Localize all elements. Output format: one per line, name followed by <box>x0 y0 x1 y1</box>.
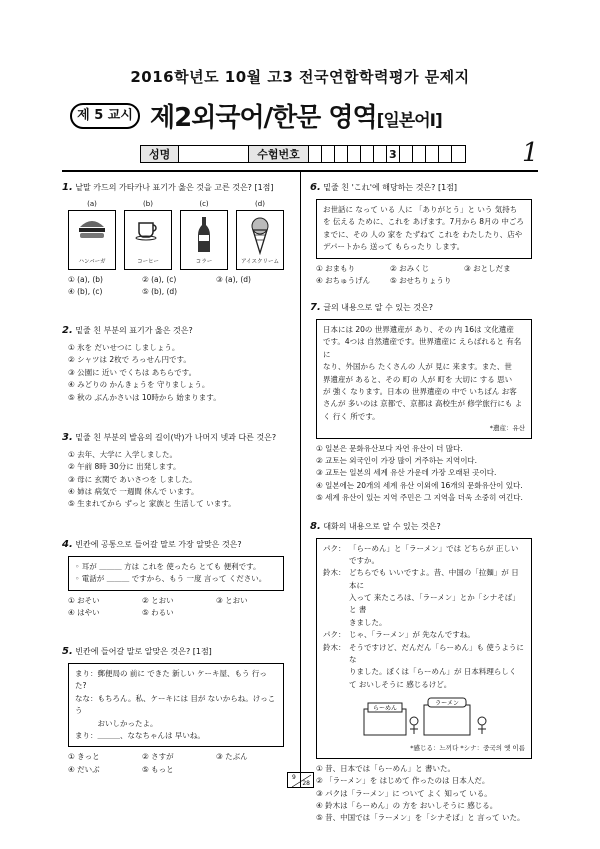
speaker <box>323 666 349 678</box>
id-cell <box>426 146 439 162</box>
q4-number: 4. <box>62 538 73 550</box>
box-line: デパートから 送って もらったり します。 <box>323 242 465 252</box>
speaker: 鈴木： <box>323 568 346 578</box>
option[interactable]: ② 午前 8時 30分に 出発します。 <box>68 462 181 472</box>
card-caption: コーヒー <box>137 259 159 266</box>
question-2 <box>62 323 290 404</box>
option[interactable]: ② 「ラーメン」を はじめて 作ったのは 日本人だ。 <box>316 776 490 786</box>
q2-text: 밑줄 친 부분의 표기가 옳은 것은? <box>75 326 193 335</box>
box-line: です。4つは 自然遺産です。世界遺産に えらばれると 有名に <box>323 337 522 359</box>
option[interactable]: ④ (b), (c) <box>68 286 103 296</box>
card-caption: コラー <box>195 259 213 266</box>
option[interactable]: ④ 姉は 病気で 一週間 休んで います。 <box>68 487 199 496</box>
q7-box <box>316 319 532 439</box>
option[interactable]: ② とおい <box>142 595 174 605</box>
option[interactable]: ⑤ 세계 유산이 있는 지역 주민은 그 지역을 더욱 소중히 여긴다. <box>316 493 523 503</box>
card-b <box>124 199 172 270</box>
option[interactable]: ① きっと <box>68 752 100 762</box>
q1-options <box>68 274 290 298</box>
q4-box <box>68 556 284 591</box>
speaker: 鈴木： <box>323 642 346 652</box>
dialog-line: きました。 <box>349 617 387 627</box>
id-label: 수험번호 <box>249 146 309 162</box>
name-label: 성명 <box>141 146 179 162</box>
q5-number: 5. <box>62 646 73 657</box>
q3-number: 3. <box>62 431 73 443</box>
q6-number: 6. <box>310 182 321 193</box>
page-total: 28 <box>302 780 310 787</box>
q5-box <box>68 663 284 747</box>
card-label: (a) <box>87 200 97 208</box>
left-column <box>62 180 290 779</box>
dialog-line: じゃ、「ラーメン」が 先なんですね。 <box>349 630 475 640</box>
card-d <box>236 199 284 270</box>
dialog-line: りました。ぼくは「らーめん」が 日本料理らしく <box>349 667 517 677</box>
id-cell <box>348 146 361 162</box>
q4-options <box>68 595 290 619</box>
card-caption: ハンバーガ <box>78 259 106 266</box>
box-line: く 行く 所です。 <box>323 411 380 421</box>
box-line: お世話に なって いる 人に 「ありがとう」と いう 気持ち <box>323 205 518 214</box>
name-field <box>179 146 249 162</box>
option[interactable]: ① (a), (b) <box>68 274 103 284</box>
period-badge: 제 5 교시 <box>70 103 140 129</box>
box-line: さんが 多いのは 京都で、京都は 高校生が 修学旅行にも よ <box>323 399 523 409</box>
q5-text: 빈칸에 들어갈 말로 알맞은 것은? [1점] <box>75 647 212 656</box>
ramen-shop-icon <box>354 695 494 739</box>
exam-title: 2016학년도 10월 고3 전국연합학력평가 문제지 <box>130 68 470 86</box>
option[interactable]: ③ とおい <box>216 595 248 605</box>
q6-options <box>316 263 538 287</box>
id-cell <box>400 146 413 162</box>
option[interactable]: ④ みどりの かんきょうを 守りましょう。 <box>68 380 210 390</box>
id-cell <box>374 146 387 162</box>
question-7 <box>310 300 538 505</box>
page-number: 1 <box>522 138 539 168</box>
card-a <box>68 199 116 270</box>
option[interactable]: ④ 일본에는 20개의 세계 유산 이외에 16개의 문화유산이 있다. <box>316 480 523 490</box>
box-line: なな：もちろん。私、ケーキには 目が ないからね。けっこう <box>75 693 276 716</box>
subject-sub: [일본어Ⅰ] <box>376 111 442 131</box>
option[interactable]: ⑤ 昔、中国では「ラーメン」を「シナそば」と 言って いた。 <box>316 813 525 823</box>
q8-number: 8. <box>310 520 321 532</box>
card-label: (b) <box>143 200 153 208</box>
option[interactable]: ② シャツは 2枚で ろっせん円です。 <box>68 355 191 365</box>
card-c <box>180 199 228 270</box>
box-line: が 強く なります。日本の 世界遺産の 中で いちばん お客 <box>323 386 517 396</box>
option[interactable]: ⑤ わるい <box>142 607 174 617</box>
question-6 <box>310 180 538 286</box>
dialog-line: 入って 来たころは、「ラーメン」とか「シナそば」と 書 <box>349 593 520 615</box>
question-4 <box>62 537 290 618</box>
option[interactable]: ② 교토는 외국인이 가장 많이 거주하는 지역이다. <box>316 456 478 466</box>
card-label: (c) <box>199 200 209 208</box>
option[interactable]: ① 氷を だいせつに しましょう。 <box>68 343 180 352</box>
box-line: まり：＿＿＿、ななちゃんは 早いね。 <box>75 730 205 740</box>
right-column <box>310 180 538 829</box>
column-divider <box>300 172 301 787</box>
q1-number: 1. <box>62 182 73 193</box>
card-row <box>68 199 284 270</box>
footnote: *感じる：느끼다 *シナ：중국의 옛 이름 <box>410 744 525 753</box>
q4-text: 빈칸에 공통으로 들어갈 말로 가장 알맞은 것은? <box>75 539 242 549</box>
footnote: *遺産：유산 <box>489 424 525 432</box>
subject-title <box>150 97 442 134</box>
option[interactable]: ③ 母に 玄関で あいさつを しました。 <box>68 474 197 484</box>
option[interactable]: ④ だいぶ <box>68 764 100 774</box>
speaker <box>323 592 349 617</box>
id-cell <box>322 146 335 162</box>
card-label: (d) <box>255 200 265 208</box>
q2-number: 2. <box>62 325 73 336</box>
box-line: おいしかったよ。 <box>75 718 158 728</box>
question-8 <box>310 519 538 825</box>
cola-bottle-icon <box>189 215 219 255</box>
option[interactable]: ① 昔、日本では「らーめん」と 書いた。 <box>316 763 455 773</box>
option[interactable]: ① おそい <box>68 595 100 605</box>
q7-number: 7. <box>310 302 321 313</box>
option[interactable]: ⑤ (b), (d) <box>142 286 178 296</box>
option[interactable]: ⑤ おせちりょうり <box>390 275 452 285</box>
page-counter <box>287 772 314 788</box>
option[interactable]: ③ (a), (d) <box>216 274 251 284</box>
box-line: を 伝える ために、これを あげます。7月から 8月の 中ごろ <box>323 217 524 227</box>
dialog-line: そうですけど、だんだん「らーめん」も 使うように な <box>349 642 524 664</box>
id-cell <box>413 146 426 162</box>
speaker: パク： <box>323 630 346 640</box>
box-line: ◦ 耳が ＿＿＿ 方は これを 使ったら とても 便利です。 <box>75 561 261 571</box>
card-caption: アイスクリーム <box>241 259 279 266</box>
subject-main: 제2외국어/한문 영역 <box>150 103 377 133</box>
q7-text: 글의 내용으로 알 수 있는 것은? <box>323 303 434 312</box>
box-line: 日本には 20の 世界遺産が あり、その 内 16は 文化遺産 <box>323 325 514 334</box>
id-bar <box>140 145 466 163</box>
box-line: 界遺産が あると、その 町の 人が 町を 大切に する 思い <box>323 374 513 384</box>
id-cell <box>439 146 452 162</box>
id-cell <box>452 146 465 162</box>
dialog-line: 「らーめん」と「ラーメン」では どちらが 正しいですか。 <box>349 543 519 565</box>
option[interactable]: ③ 公園に 近い でくちは あちらです。 <box>68 367 197 377</box>
option[interactable]: ③ たぶん <box>216 752 248 762</box>
id-cell <box>335 146 348 162</box>
shop-sign-2: ラーメン <box>435 700 459 708</box>
question-3 <box>62 430 290 511</box>
question-5 <box>62 644 290 775</box>
id-cell <box>361 146 374 162</box>
id-digit: 3 <box>387 146 400 162</box>
q8-text: 대화의 내용으로 알 수 있는 것은? <box>323 521 441 531</box>
option[interactable]: ⑤ 生まれてから ずっと 家族と 生活して います。 <box>68 499 236 509</box>
option[interactable]: ② おみくじ <box>390 263 430 273</box>
speaker <box>323 679 349 691</box>
option[interactable]: ③ おとしだま <box>464 263 511 273</box>
q6-box <box>316 199 532 259</box>
q5-options <box>68 751 290 775</box>
option[interactable]: ④ 鈴木は「らーめん」の 方を おいしそうに 感じる。 <box>316 800 498 810</box>
option[interactable]: ④ おちゅうげん <box>316 275 371 285</box>
dialog-line: どちらでも いいですよ。昔、中国の「拉麺」が 日本に <box>349 568 519 590</box>
hamburger-icon <box>77 215 107 241</box>
id-cell <box>309 146 322 162</box>
coffee-cup-icon <box>133 215 163 241</box>
dialog-line: て おいしそうに 感じるけど。 <box>349 679 452 689</box>
box-line: までに、その 人の 家を たずねて これを わたしたり、店や <box>323 229 523 239</box>
option[interactable]: ⑤ もっと <box>142 764 174 774</box>
speaker: パク： <box>323 543 346 553</box>
option[interactable]: ① 去年、大学に 入学しました。 <box>68 449 177 459</box>
option[interactable]: ④ はやい <box>68 607 100 617</box>
ramen-shop-illustration <box>323 695 525 739</box>
q3-text: 밑줄 친 부분의 발음의 길이(박)가 나머지 넷과 다른 것은? <box>75 432 277 442</box>
ice-cream-icon <box>245 215 275 255</box>
q6-text: 밑줄 친 'これ'에 해당하는 것은? [1점] <box>323 183 458 192</box>
page-current: 9 <box>292 774 296 781</box>
option[interactable]: ② さすが <box>142 752 174 762</box>
q1-text: 낱말 카드의 가타카나 표기가 옳은 것을 고른 것은? [1점] <box>75 183 274 192</box>
question-1 <box>62 180 290 297</box>
option[interactable]: ① おまもり <box>316 263 356 273</box>
box-line: まり：郵便局の 前に できた 新しい ケーキ屋、もう 行った? <box>75 669 267 691</box>
q8-dialog <box>316 538 532 759</box>
box-line: なり、外国から たくさんの 人が 見に 来ます。また、世 <box>323 362 512 372</box>
option[interactable]: ⑤ 秋の ぶんかさいは 10時から 始まります。 <box>68 392 221 402</box>
option[interactable]: ① 일본은 문화유산보다 자연 유산이 더 많다. <box>316 443 463 453</box>
option[interactable]: ② (a), (c) <box>142 274 177 284</box>
shop-sign-1: らーめん <box>372 705 398 713</box>
option[interactable]: ③ 교토는 일본의 세계 유산 가운데 가장 오래된 곳이다. <box>316 468 497 478</box>
box-line: ◦ 電話が ＿＿＿ ですから、もう 一度 言って ください。 <box>75 574 267 584</box>
speaker <box>323 617 349 629</box>
option[interactable]: ③ パクは「ラーメン」に ついて よく 知って いる。 <box>316 788 492 798</box>
